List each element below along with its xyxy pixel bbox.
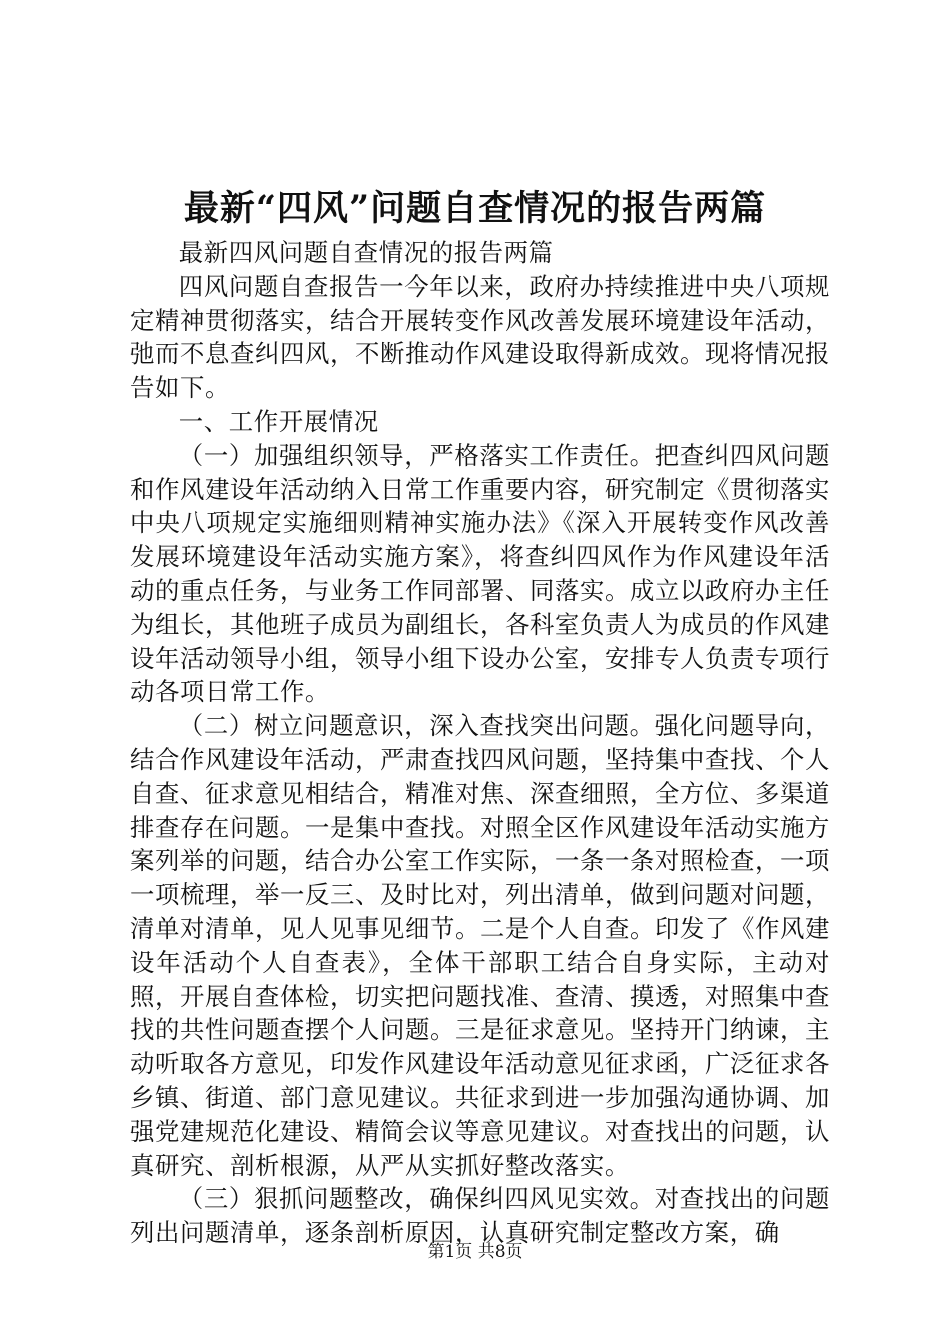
body-paragraph: （三）狠抓问题整改，确保纠四风见实效。对查找出的问题列出问题清单，逐条剖析原因，认真研究制定整改方案，确 bbox=[130, 1184, 830, 1248]
section-heading: 一、工作开展情况 bbox=[178, 406, 379, 436]
page-footer: 第1页 共8页 bbox=[427, 1242, 523, 1262]
body-paragraph: （一）加强组织领导，严格落实工作责任。把查纠四风问题和作风建设年活动纳入日常工作重要内容，研究制定《贯彻落实中央八项规定实施细则精神实施办法》《深入开展转变作风改善发展环境建设年活动实施方案》，将查纠四风作为作风建设年活动的重点任务，与业务工作同部署、同落实。成立以政府办主任为组长，其他班子成员为副组长，各科室负责人为成员的作风建设年活动领导小组，领导小组下设办公室，安排专人负责专项行动各项日常工作。 bbox=[130, 440, 830, 707]
body-paragraph: 最新四风问题自查情况的报告两篇 bbox=[178, 238, 554, 267]
body-paragraph: 四风问题自查报告一今年以来，政府办持续推进中央八项规定精神贯彻落实，结合开展转变作风改善发展环境建设年活动，弛而不息查纠四风，不断推动作风建设取得新成效。现将情况报告如下。 bbox=[130, 271, 830, 403]
body-paragraph: （二）树立问题意识，深入查找突出问题。强化问题导向，结合作风建设年活动，严肃查找四风问题，坚持集中查找、个人自查、征求意见相结合，精准对焦、深查细照，全方位、多渠道排查存在问题。一是集中查找。对照全区作风建设年活动实施方案列举的问题，结合办公室工作实际，一条一条对照检查，一项一项梳理，举一反三、及时比对，列出清单，做到问题对问题，清单对清单，见人见事见细节。二是个人自查。印发了《作风建设年活动个人自查表》，全体干部职工结合自身实际，主动对照，开展自查体检，切实把问题找准、查清、摸透，对照集中查找的共性问题查摆个人问题。三是征求意见。坚持开门纳谏，主动听取各方意见，印发作风建设年活动意见征求函，广泛征求各乡镇、街道、部门意见建议。共征求到进一步加强沟通协调、加强党建规范化建设、精简会议等意见建议。对查找出的问题，认真研究、剖析根源，从严从实抓好整改落实。 bbox=[130, 711, 830, 1180]
document-body bbox=[130, 236, 830, 1250]
document-title: 最新“四风”问题自查情况的报告两篇 bbox=[183, 188, 767, 229]
